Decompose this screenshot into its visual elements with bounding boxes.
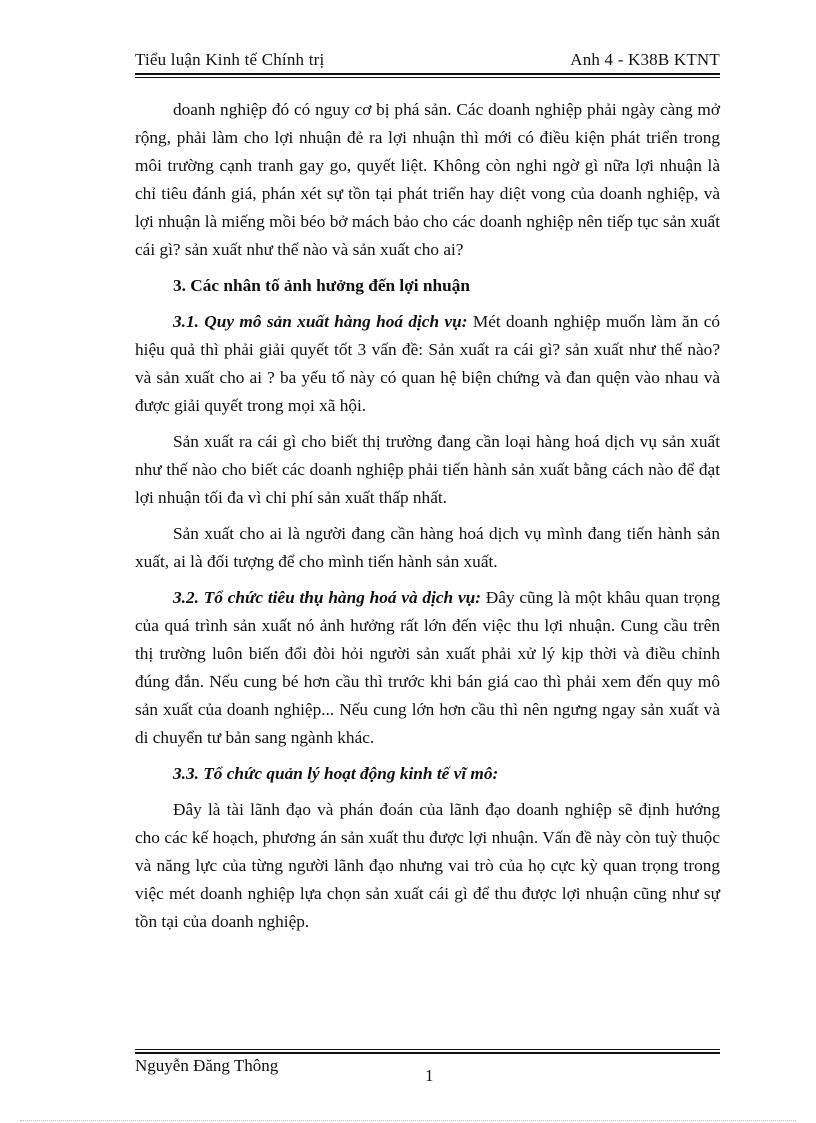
header-rule-thick — [135, 73, 720, 75]
page-number: 1 — [425, 1066, 434, 1085]
header-class: Anh 4 - K38B KTNT — [570, 50, 720, 69]
footer-rule-thick — [135, 1052, 720, 1054]
document-body — [135, 96, 720, 944]
paragraph-intro: doanh nghiệp đó có nguy cơ bị phá sản. Các doanh nghiệp phải ngày càng mở rộng, phải làm cho lợi nhuận đẻ ra lợi nhuận thì mới có điều kiện phát triển trong môi trường cạnh tranh gay go, quyết liệt. Không còn nghi ngờ gì nữa lợi nhuận là chỉ tiêu đánh giá, phán xét sự tồn tại phát triển hay diệt vong của doanh nghiệp, và lợi nhuận là miếng mồi béo bở mách bảo cho các doanh nghiệp nên tiếp tục sản xuất cái gì? sản xuất như thế nào và sản xuất cho ai? — [135, 100, 720, 259]
section-3-2-title: 3.2. Tổ chức tiêu thụ hàng hoá và dịch vụ: — [173, 588, 481, 607]
page-bottom-dotted-border — [20, 1120, 796, 1121]
footer-author: Nguyễn Đăng Thông — [135, 1056, 279, 1075]
header-rule-thin — [135, 77, 720, 78]
section-3-2-text: Đây cũng là một khâu quan trọng của quá trình sản xuất nó ảnh hưởng rất lớn đến việc thu lợi nhuận. Cung cầu trên thị trường luôn biến đổi đòi hỏi người sản xuất phải xử lý kịp thời và điều chỉnh đúng đắn. Nếu cung bé hơn cầu thì trước khi bán giá cao thì phải xem đến quy mô sản xuất của doanh nghiệp... Nếu cung lớn hơn cầu thì nên ngưng ngay sản xuất và di chuyển tư bản sang ngành khác. — [135, 588, 720, 747]
header-title: Tiểu luận Kinh tế Chính trị — [135, 50, 325, 69]
section-3-2 — [135, 584, 720, 752]
paragraph-what-how: Sản xuất ra cái gì cho biết thị trường đang cần loại hàng hoá dịch vụ sản xuất như thế nào cho biết các doanh nghiệp phải tiến hành sản xuất bằng cách nào để đạt lợi nhuận tối đa vì chi phí sản xuất thấp nhất. — [135, 432, 720, 507]
paragraph-for-whom: Sản xuất cho ai là người đang cần hàng hoá dịch vụ mình đang tiến hành sản xuất, ai là đối tượng để cho mình tiến hành sản xuất. — [135, 524, 720, 571]
footer-rule-thin — [135, 1049, 720, 1050]
section-3-1-text: Mét doanh nghiệp muốn làm ăn có hiệu quả thì phải giải quyết tốt 3 vấn đề: Sản xuất ra cái gì? sản xuất như thế nào? và sản xuất cho ai ? ba yếu tố này có quan hệ biện chứng và đan quện vào nhau và được giải quyết trong mọi xã hội. — [135, 312, 721, 415]
section-heading-3: 3. Các nhân tố ảnh hưởng đến lợi nhuận — [173, 276, 470, 295]
page-header — [135, 50, 720, 70]
section-3-3-title: 3.3. Tổ chức quản lý hoạt động kinh tế vĩ mô: — [173, 764, 499, 783]
paragraph-leadership: Đây là tài lãnh đạo và phán đoán của lãnh đạo doanh nghiệp sẽ định hướng cho các kế hoạch, phương án sản xuất thu được lợi nhuận. Vấn đề này còn tuỳ thuộc và năng lực của từng người lãnh đạo nhưng vai trò của họ cực kỳ quan trọng trong việc mét doanh nghiệp lựa chọn sản xuất cái gì để thu được lợi nhuận cũng như sự tồn tại của doanh nghiệp. — [135, 800, 720, 931]
section-3-1-title: 3.1. Quy mô sản xuất hàng hoá dịch vụ: — [173, 312, 468, 331]
section-3-3 — [135, 760, 720, 788]
section-3-1 — [135, 308, 720, 420]
